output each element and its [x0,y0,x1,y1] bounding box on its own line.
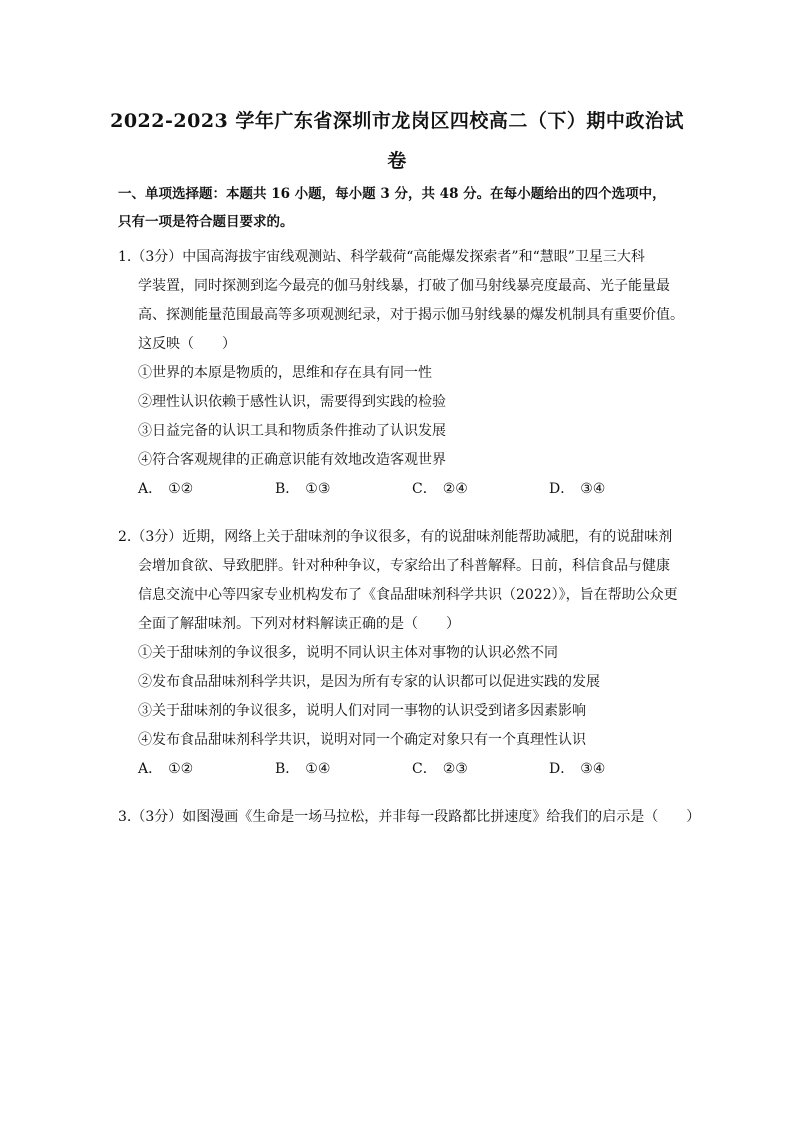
answer-choice-d [549,475,686,504]
answer-choices [118,475,698,504]
question-stem-line: 3.（3分）如图漫画《生命是一场马拉松，并非每一段路都比拼速度》给我们的启示是（ ） [118,809,701,825]
choice-text: ①② [168,481,194,497]
page-title: 2022-2023 学年广东省深圳市龙岗区四校高二（下）期中政治试 [110,110,684,132]
question-stem-line: 高、探测能量范围最高等多项观测纪录，对于揭示伽马射线暴的爆发机制具有重要价值。 [138,307,684,323]
choice-text: ①③ [305,481,331,497]
answer-choice-a [138,755,275,784]
choice-text: ①② [168,761,194,777]
answer-choices [118,755,698,784]
question-3 [118,803,701,832]
question-option: ①关于甜味剂的争议很多，说明不同认识主体对事物的认识必然不同 [138,645,558,661]
choice-letter: A． [138,481,163,497]
question-option: ③关于甜味剂的争议很多，说明人们对同一事物的认识受到诸多因素影响 [138,703,586,719]
question-option: ②发布食品甜味剂科学共识，是因为所有专家的认识都可以促进实践的发展 [138,674,600,690]
choice-letter: D． [549,481,575,497]
question-option: ④符合客观规律的正确意识能有效地改造客观世界 [138,452,446,468]
choice-letter: B． [275,481,300,497]
choice-text: ②③ [442,761,468,777]
answer-choice-d [549,755,686,784]
question-stem-line: 会增加食欲、导致肥胖。针对种种争议，专家给出了科普解释。日前，科信食品与健康 [138,558,670,574]
choice-text: ③④ [580,761,606,777]
answer-choice-c [412,755,549,784]
question-stem-line: 2.（3分）近期，网络上关于甜味剂的争议很多，有的说甜味剂能帮助减肥，有的说甜味剂 [118,529,673,545]
question-stem-line: 全面了解甜味剂。下列对材料解读正确的是（ ） [138,616,460,632]
choice-text: ③④ [580,481,606,497]
section-instructions [118,180,698,236]
question-option: ①世界的本原是物质的，思维和存在具有同一性 [138,365,432,381]
question-stem-line: 信息交流中心等四家专业机构发布了《食品甜味剂科学共识（2022）》，旨在帮助公众更 [138,587,678,603]
question-stem-line: 这反映（ ） [138,336,236,352]
choice-letter: D． [549,761,575,777]
choice-text: ②④ [442,481,468,497]
question-1 [118,243,698,504]
question-option: ②理性认识依赖于感性认识，需要得到实践的检验 [138,394,446,410]
question-stem-line: 学装置，同时探测到迄今最亮的伽马射线暴，打破了伽马射线暴亮度最高、光子能量最 [138,278,670,294]
choice-letter: C． [412,481,437,497]
choice-letter: B． [275,761,300,777]
section-instructions-line: 一、单项选择题：本题共 16 小题，每小题 3 分，共 48 分。在每小题给出的四个选项中， [118,186,666,202]
answer-choice-a [138,475,275,504]
answer-choice-b [275,475,412,504]
choice-text: ①④ [305,761,331,777]
answer-choice-c [412,475,549,504]
question-2 [118,523,698,784]
page-title-continued: 卷 [387,150,407,172]
question-stem-line: 1.（3分）中国高海拔宇宙线观测站、科学载荷“高能爆发探索者”和“慧眼”卫星三大科 [118,249,645,265]
question-option: ③日益完备的认识工具和物质条件推动了认识发展 [138,423,446,439]
section-instructions-line: 只有一项是符合题目要求的。 [118,214,294,230]
choice-letter: A． [138,761,163,777]
choice-letter: C． [412,761,437,777]
answer-choice-b [275,755,412,784]
question-option: ④发布食品甜味剂科学共识，说明对同一个确定对象只有一个真理性认识 [138,732,586,748]
